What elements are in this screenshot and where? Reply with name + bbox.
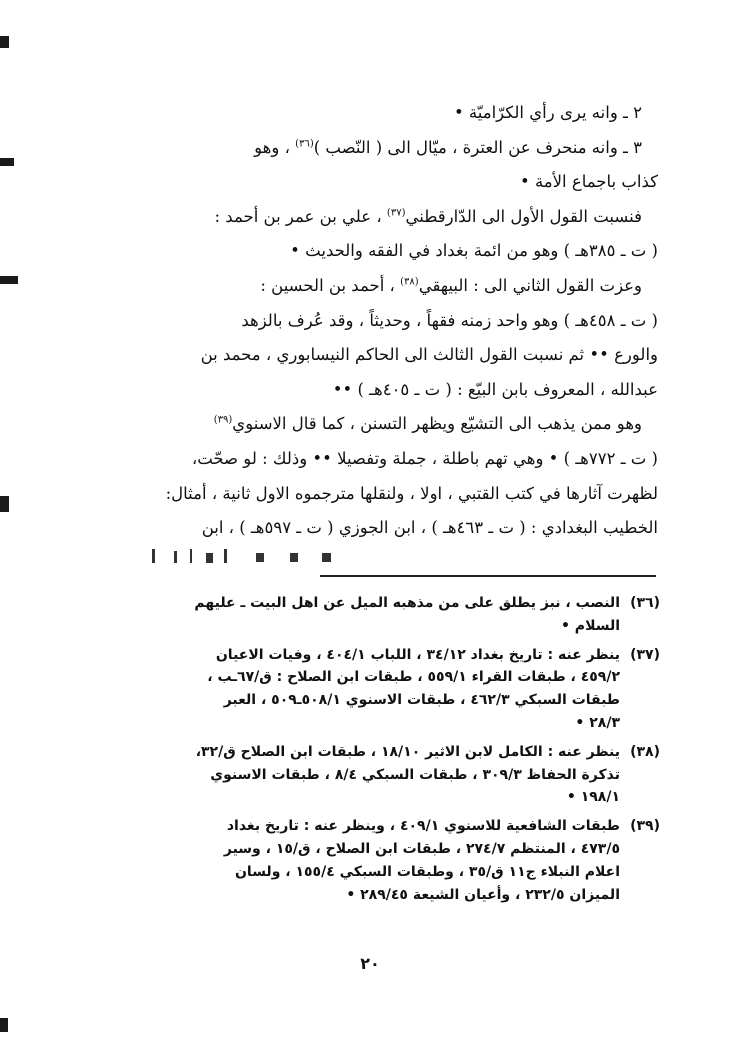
footnote-reference: (٣٨) bbox=[400, 276, 419, 288]
text-line-content: ( ت ـ ٧٧٢هـ ) • وهي تهم باطلة ، جملة وتفصيلا •• وذلك : لو صحّت، bbox=[191, 448, 658, 468]
footnote-body bbox=[128, 741, 620, 809]
binding-mark bbox=[0, 36, 9, 48]
text-line bbox=[128, 511, 658, 546]
text-line-continuation: ، وهو bbox=[254, 137, 296, 157]
footnote-number: (٣٩) bbox=[630, 818, 660, 835]
text-line-content: الخطيب البغدادي : ( ت ـ ٤٦٣هـ ) ، ابن الجوزي ( ت ـ ٥٩٧هـ ) ، ابن bbox=[201, 518, 658, 538]
text-line bbox=[128, 234, 658, 269]
footnote-line: ٤٥٩/٢ ، طبقات القراء ٥٥٩/١ ، طبقات ابن الصلاح : ق/٦٧ـب ، bbox=[207, 669, 620, 686]
footnote bbox=[128, 815, 660, 906]
footnote-body bbox=[128, 815, 620, 906]
footnote-number: (٣٦) bbox=[630, 595, 660, 611]
text-line-content: لظهرت آثارها في كتب القتبي ، اولا ، ولنقلها مترجموه الاول ثانية ، أمثال: bbox=[165, 483, 658, 503]
text-line-content: ( ت ـ ٣٨٥هـ ) وهو من ائمة بغداد في الفقه والحديث • bbox=[290, 241, 658, 261]
footnote-number: (٣٧) bbox=[630, 646, 660, 663]
footnote-number: (٣٨) bbox=[630, 743, 660, 760]
text-line bbox=[128, 338, 658, 373]
binding-mark bbox=[0, 276, 18, 284]
text-line bbox=[128, 96, 658, 131]
text-line-content: فنسبت القول الأول الى الدّارقطني bbox=[405, 206, 642, 226]
footnote-reference: (٣٧) bbox=[386, 207, 406, 219]
text-line bbox=[128, 477, 658, 512]
text-line-content: كذاب باجماع الأمة • bbox=[519, 172, 658, 192]
page-number: ٢٠ bbox=[360, 954, 380, 973]
footnote bbox=[128, 592, 660, 638]
footnote-line: السلام • bbox=[560, 617, 620, 634]
cut-off-text-line bbox=[150, 545, 360, 567]
footnote-body bbox=[128, 592, 620, 638]
footnote-line: النصب ، نبز يطلق على من مذهبه الميل عن اهل البيت ـ عليهم bbox=[194, 595, 620, 611]
text-line-content: وهو ممن يذهب الى التشيّع ويظهر التسنن ، كما قال الاسنوي bbox=[232, 414, 642, 434]
text-line bbox=[128, 269, 658, 304]
text-line bbox=[128, 165, 658, 200]
binding-mark bbox=[0, 1018, 8, 1032]
footnote-body bbox=[128, 644, 620, 735]
footnote-line: اعلام النبلاء ج١١ ق/٣٥ ، وطبقات السبكي ١٥٥/٤ ، ولسان bbox=[234, 863, 620, 880]
text-line bbox=[128, 373, 658, 408]
footnote-reference: (٣٦) bbox=[295, 138, 314, 150]
footnote-reference: (٣٩) bbox=[213, 414, 233, 426]
text-line-continuation: ، علي بن عمر بن أحمد : bbox=[214, 206, 387, 226]
footnote-line: طبقات الشافعية للاسنوي ٤٠٩/١ ، وينظر عنه : تاريخ بغداد bbox=[226, 818, 620, 835]
footnote-line: طبقات السبكي ٤٦٢/٣ ، طبقات الاسنوي ٥٠٨/١ـ٥٠٩ ، العبر bbox=[223, 692, 620, 709]
text-line-content: ٣ ـ وانه منحرف عن العترة ، ميّال الى ( النّصب ) bbox=[313, 137, 642, 157]
text-line-content: ٢ ـ وانه يرى رأي الكرّاميّة • bbox=[453, 103, 642, 122]
text-line bbox=[128, 304, 658, 339]
footnote-line: ١٩٨/١ • bbox=[566, 789, 620, 806]
text-line-content: والورع •• ثم نسبت القول الثالث الى الحاكم النيسابوري ، محمد بن bbox=[200, 345, 658, 365]
footnote-line: ٢٨/٣ • bbox=[575, 714, 620, 731]
footnote bbox=[128, 644, 660, 735]
text-line bbox=[128, 131, 658, 166]
footnote-line: الميزان ٢٣٢/٥ ، وأعيان الشيعة ٢٨٩/٤٥ • bbox=[346, 886, 620, 903]
text-line-content: ( ت ـ ٤٥٨هـ ) وهو واحد زمنه فقهاً ، وحديثاً ، وقد عُرف بالزهد bbox=[241, 310, 658, 330]
text-line-content: وعزت القول الثاني الى : البيهقي bbox=[418, 275, 642, 295]
footnote-line: ينظر عنه : الكامل لابن الاثير ١٨/١٠ ، طبقات ابن الصلاح ق/٣٢، bbox=[195, 743, 620, 760]
text-line bbox=[128, 200, 658, 235]
text-line-continuation: ، أحمد بن الحسين : bbox=[260, 275, 401, 295]
footnote bbox=[128, 741, 660, 809]
footnote-separator bbox=[320, 575, 656, 577]
footnote-line: ينظر عنه : تاريخ بغداد ٣٤/١٢ ، اللباب ٤٠٤/١ ، وفيات الاعيان bbox=[215, 646, 620, 663]
binding-mark bbox=[0, 496, 9, 512]
footnote-line: تذكرة الحفاظ ٣٠٩/٣ ، طبقات السبكي ٨/٤ ، طبقات الاسنوي bbox=[210, 766, 620, 783]
text-line bbox=[128, 442, 658, 477]
text-line-content: عبدالله ، المعروف بابن البيّع : ( ت ـ ٤٠٥هـ ) •• bbox=[332, 379, 658, 399]
main-text bbox=[128, 96, 658, 546]
text-line bbox=[128, 407, 658, 442]
binding-mark bbox=[0, 158, 14, 166]
footnotes bbox=[128, 592, 660, 912]
footnote-line: ٤٧٣/٥ ، المنتظم ٢٧٤/٧ ، طبقات ابن الصلاح ، ق/١٥ ، وسير bbox=[223, 840, 620, 857]
